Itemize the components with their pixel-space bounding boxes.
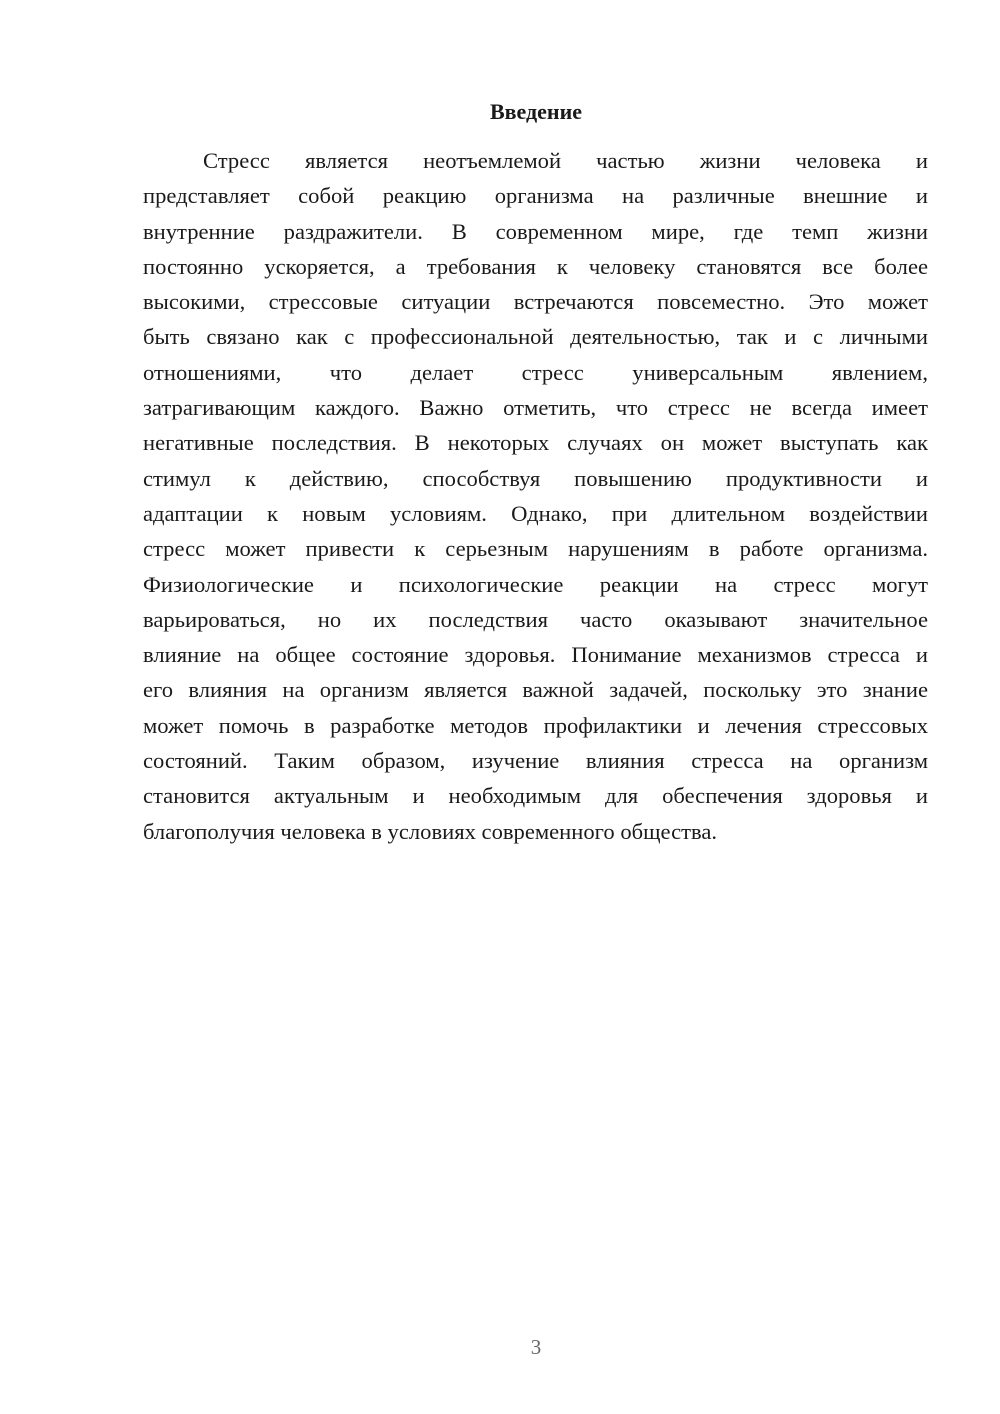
paragraph-line: постоянно ускоряется, а требования к человеку становятся все более — [143, 253, 928, 279]
paragraph-line: Физиологические и психологические реакции на стресс могут — [143, 571, 928, 597]
paragraph-line: затрагивающим каждого. Важно отметить, что стресс не всегда имеет — [143, 395, 928, 421]
paragraph-line: Стресс является неотъемлемой частью жизни человека и — [203, 148, 928, 173]
paragraph-line: влияние на общее состояние здоровья. Понимание механизмов стресса и — [143, 642, 928, 668]
paragraph-line: представляет собой реакцию организма на различные внешние и — [143, 183, 928, 209]
paragraph-line: стимул к действию, способствуя повышению продуктивности и — [143, 465, 928, 491]
page-number: 3 — [530, 1335, 542, 1359]
paragraph-line: негативные последствия. В некоторых случаях он может выступать как — [143, 430, 928, 456]
section-heading: Введение — [489, 99, 583, 124]
paragraph-line: его влияния на организм является важной задачей, поскольку это знание — [143, 677, 928, 703]
paragraph-line: может помочь в разработке методов профилактики и лечения стрессовых — [143, 712, 928, 738]
paragraph-line: стресс может привести к серьезным нарушениям в работе организма. — [143, 536, 928, 562]
paragraph-line: адаптации к новым условиям. Однако, при длительном воздействии — [143, 500, 928, 526]
paragraph-line: быть связано как с профессиональной деятельностью, так и с личными — [143, 324, 928, 350]
paragraph-line: высокими, стрессовые ситуации встречаются повсеместно. Это может — [143, 289, 928, 315]
paragraph-line: состояний. Таким образом, изучение влияния стресса на организм — [143, 748, 928, 774]
paragraph-line: отношениями, что делает стресс универсальным явлением, — [143, 359, 928, 385]
paragraph-line: благополучия человека в условиях современного общества. — [143, 818, 718, 844]
paragraph-line: варьироваться, но их последствия часто оказывают значительное — [143, 606, 928, 632]
paragraph-line: становится актуальным и необходимым для обеспечения здоровья и — [143, 783, 928, 809]
body-paragraph — [143, 143, 928, 849]
paragraph-line: внутренние раздражители. В современном мире, где темп жизни — [143, 218, 928, 244]
